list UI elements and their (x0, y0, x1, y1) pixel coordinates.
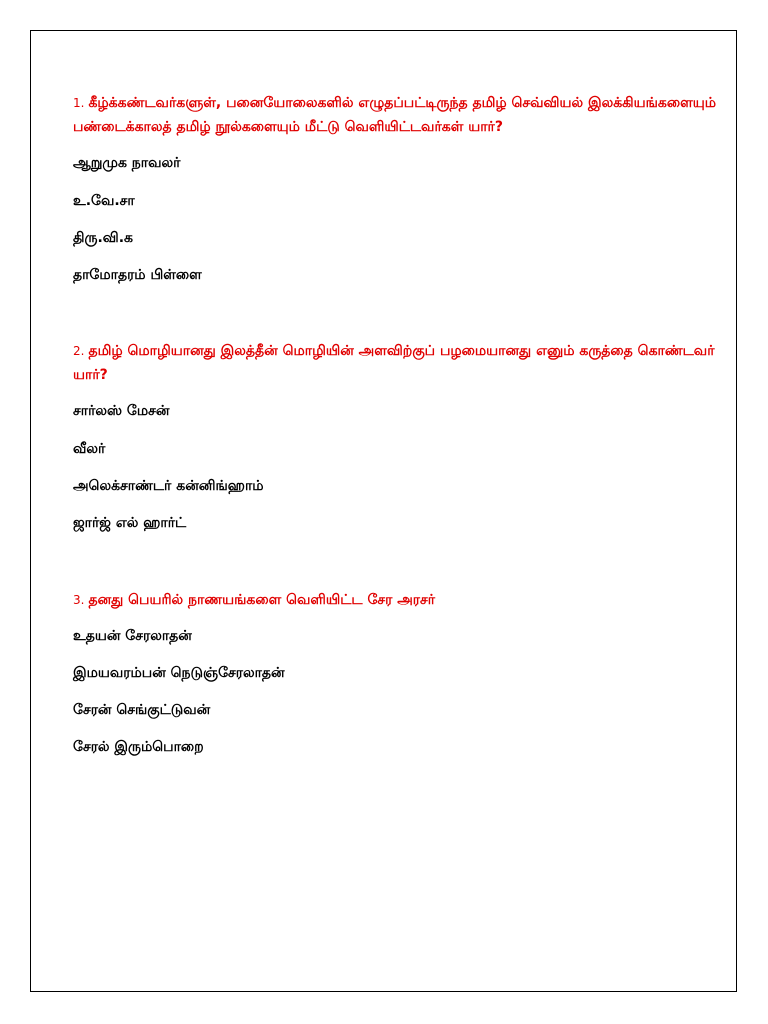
question-3-option-3: சேரன் செங்குட்டுவன் (73, 702, 211, 718)
question-3-option-4: சேரல் இரும்பொறை (73, 739, 204, 755)
question-1-text: கீழ்க்கண்டவர்களுள், பனையோலைகளில் எழுதப்பட்டிருந்த தமிழ் செவ்வியல் இலக்கியங்களையும் பண்டைக்காலத் தமிழ் நூல்களையும் மீட்டு வெளியிட்டவர்கள் யார்? (73, 95, 717, 135)
question-2-option-1: சார்லஸ் மேசன் (73, 403, 170, 419)
question-block-3 (73, 588, 723, 755)
question-2-option-3: அலெக்சாண்டர் கன்னிங்ஹாம் (73, 478, 264, 494)
question-3-number: 3. (73, 593, 85, 607)
page-frame (30, 30, 737, 992)
question-2-option-4: ஜார்ஜ் எல் ஹார்ட் (73, 515, 187, 531)
question-2 (73, 339, 723, 387)
question-1-option-3: திரு.வி.க (73, 230, 133, 246)
question-1-option-4: தாமோதரம் பிள்ளை (73, 267, 202, 283)
question-3-text: தனது பெயரில் நாணயங்களை வெளியிட்ட சேர அரசர் (88, 592, 436, 608)
question-3-option-1: உதயன் சேரலாதன் (73, 628, 192, 644)
question-3 (73, 588, 723, 612)
question-block-1 (73, 91, 723, 283)
question-2-number: 2. (73, 344, 85, 358)
question-1-option-2: உ.வே.சா (73, 193, 135, 209)
question-1-number: 1. (73, 96, 85, 110)
question-1-option-1: ஆறுமுக நாவலர் (73, 155, 181, 171)
question-block-2 (73, 339, 723, 531)
question-2-option-2: வீலர் (73, 441, 106, 457)
question-2-text: தமிழ் மொழியானது இலத்தீன் மொழியின் அளவிற்குப் பழமையானது எனும் கருத்தை கொண்டவர் யார்? (73, 343, 715, 383)
question-1 (73, 91, 723, 139)
question-3-option-2: இமயவரம்பன் நெடுஞ்சேரலாதன் (73, 665, 285, 681)
